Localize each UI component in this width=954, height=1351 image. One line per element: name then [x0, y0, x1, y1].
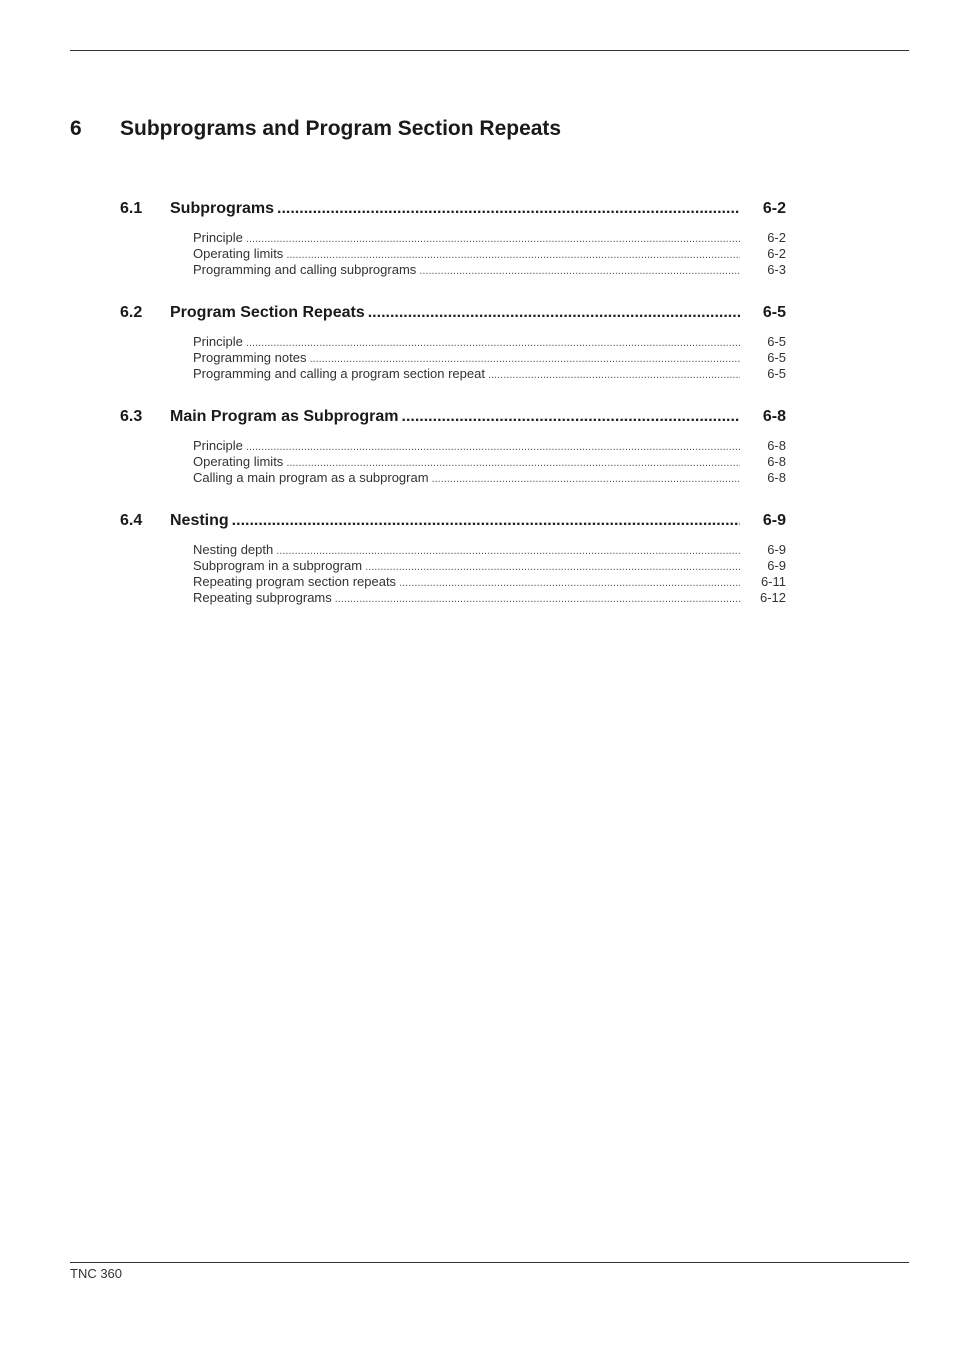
dot-leader	[246, 233, 740, 245]
toc-subitems	[193, 334, 786, 382]
toc-subitems	[193, 230, 786, 278]
toc-section	[120, 304, 786, 382]
dot-leader	[488, 369, 740, 381]
section-number: 6.2	[120, 304, 143, 321]
toc-item[interactable]	[193, 350, 786, 366]
footer-rule	[70, 1262, 909, 1263]
toc-item[interactable]	[193, 366, 786, 382]
footer-text: TNC 360	[70, 1266, 123, 1281]
item-title: Principle	[193, 438, 243, 453]
dot-leader	[432, 473, 740, 485]
header-rule	[70, 50, 909, 51]
item-page: 6-8	[767, 470, 786, 485]
item-title: Subprogram in a subprogram	[193, 558, 363, 573]
item-page: 6-3	[767, 262, 786, 277]
toc-item[interactable]	[193, 262, 786, 278]
item-page: 6-5	[767, 350, 786, 365]
item-title: Nesting depth	[193, 542, 274, 557]
section-page: 6-5	[762, 304, 786, 321]
table-of-contents	[120, 200, 786, 632]
item-page: 6-9	[767, 542, 786, 557]
toc-subitems	[193, 438, 786, 486]
item-page: 6-2	[767, 246, 786, 261]
dot-leader	[286, 249, 740, 261]
dot-leader	[309, 353, 740, 365]
dot-leader	[246, 441, 740, 453]
item-page: 6-12	[759, 590, 786, 605]
toc-section	[120, 512, 786, 606]
chapter-title	[70, 117, 561, 141]
item-title: Repeating subprograms	[193, 590, 332, 605]
dot-leader	[232, 512, 740, 530]
dot-leader	[365, 561, 740, 573]
toc-item[interactable]	[193, 454, 786, 470]
section-number: 6.3	[120, 408, 143, 425]
item-title: Principle	[193, 230, 243, 245]
dot-leader	[399, 577, 740, 589]
toc-subitems	[193, 542, 786, 606]
dot-leader	[419, 265, 740, 277]
toc-item[interactable]	[193, 574, 786, 590]
toc-item[interactable]	[193, 542, 786, 558]
section-page: 6-8	[762, 408, 786, 425]
item-title: Operating limits	[193, 454, 284, 469]
item-page: 6-2	[767, 230, 786, 245]
toc-section	[120, 200, 786, 278]
dot-leader	[286, 457, 740, 469]
toc-item[interactable]	[193, 230, 786, 246]
section-number: 6.1	[120, 200, 143, 217]
toc-item[interactable]	[193, 470, 786, 486]
item-title: Calling a main program as a subprogram	[193, 470, 429, 485]
section-title: Subprograms	[170, 200, 275, 217]
item-title: Principle	[193, 334, 243, 349]
item-page: 6-8	[767, 454, 786, 469]
section-page: 6-2	[762, 200, 786, 217]
chapter-title-text: Subprograms and Program Section Repeats	[120, 117, 562, 140]
item-page: 6-9	[767, 558, 786, 573]
toc-section-entry[interactable]	[120, 408, 786, 432]
toc-item[interactable]	[193, 558, 786, 574]
item-title: Operating limits	[193, 246, 284, 261]
toc-section-entry[interactable]	[120, 512, 786, 536]
item-title: Programming and calling a program section repeat	[193, 366, 485, 381]
dot-leader	[246, 337, 740, 349]
section-page: 6-9	[762, 512, 786, 529]
item-page: 6-8	[767, 438, 786, 453]
section-title: Main Program as Subprogram	[170, 408, 399, 425]
dot-leader	[368, 304, 740, 322]
toc-item[interactable]	[193, 334, 786, 350]
toc-section-entry[interactable]	[120, 200, 786, 224]
toc-item[interactable]	[193, 246, 786, 262]
toc-section-entry[interactable]	[120, 304, 786, 328]
item-page: 6-11	[760, 574, 786, 589]
toc-item[interactable]	[193, 590, 786, 606]
chapter-number: 6	[70, 117, 82, 140]
item-title: Programming notes	[193, 350, 307, 365]
item-title: Programming and calling subprograms	[193, 262, 417, 277]
dot-leader	[335, 593, 740, 605]
item-page: 6-5	[767, 366, 786, 381]
dot-leader	[276, 545, 740, 557]
section-number: 6.4	[120, 512, 143, 529]
toc-item[interactable]	[193, 438, 786, 454]
dot-leader	[402, 408, 741, 426]
section-title: Nesting	[170, 512, 229, 529]
item-title: Repeating program section repeats	[193, 574, 397, 589]
section-title: Program Section Repeats	[170, 304, 365, 321]
toc-section	[120, 408, 786, 486]
item-page: 6-5	[767, 334, 786, 349]
dot-leader	[277, 200, 740, 218]
